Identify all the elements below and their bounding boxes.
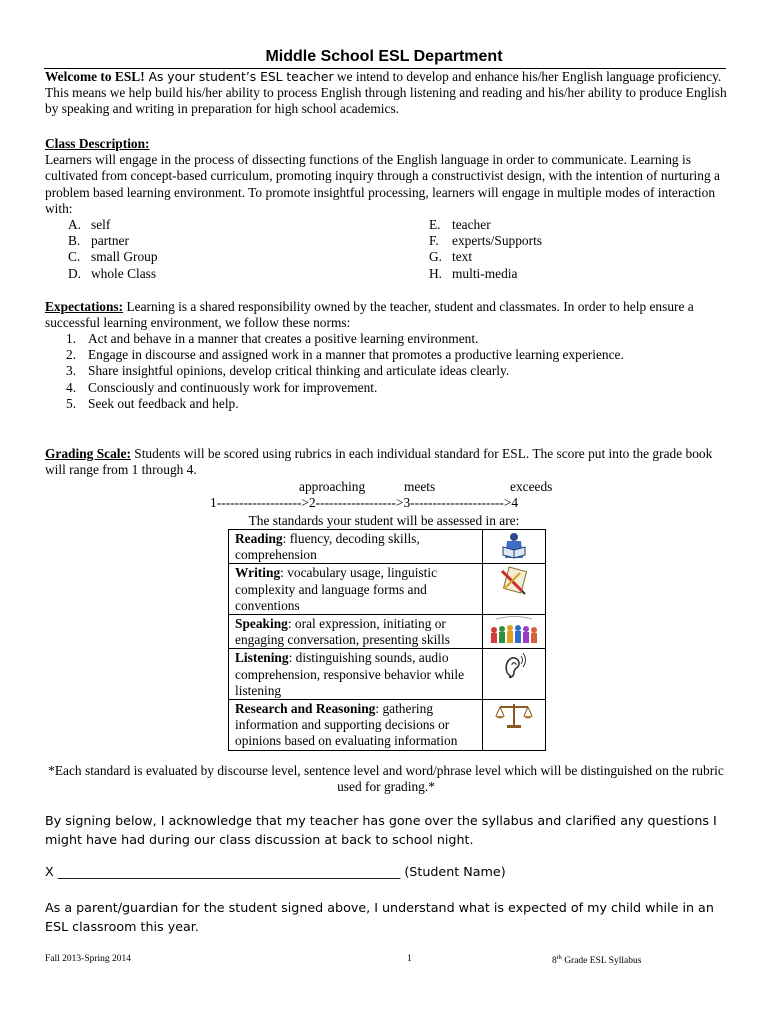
scale-label-exceeds: exceeds — [510, 479, 553, 494]
list-item: E. teacher — [429, 217, 491, 232]
footer-course: 8th Grade ESL Syllabus — [552, 954, 642, 967]
scale-label-approaching: approaching — [299, 479, 366, 494]
parent-acknowledgement-text: As a parent/guardian for the student signed above, I understand what is expected of my child while in an ESL classroom this year. — [45, 900, 714, 934]
standards-table — [228, 529, 546, 751]
standard-cell: Speaking: oral expression, initiating or engaging conversation, presenting skills — [229, 615, 483, 649]
list-item: D. whole Class — [68, 265, 157, 281]
table-row — [229, 530, 546, 564]
class-description — [45, 136, 727, 217]
signature-label: (Student Name) — [404, 864, 506, 879]
welcome-text: we intend to develop and enhance his/her English language proficiency. This means we help build his/her ability to process English through listening and reading and his/her ability to produce English by speaking and writing in preparation for high school academics. — [45, 69, 727, 117]
list-item: 5. Seek out feedback and help. — [66, 395, 239, 411]
grading-scale-line: 1------------------->2------------------>3--------------------->4 — [210, 495, 519, 510]
table-row — [229, 564, 546, 615]
standard-cell: Listening: distinguishing sounds, audio comprehension, responsive behavior while listening — [229, 649, 483, 700]
standard-cell: Writing: vocabulary usage, linguistic complexity and language forms and conventions — [229, 564, 483, 615]
page-number: 1 — [407, 954, 412, 964]
standard-cell: Research and Reasoning: gathering information and supporting decisions or opinions based on evaluating information — [229, 700, 483, 751]
list-item: H. multi-media — [429, 265, 518, 281]
signature-prefix: X — [45, 864, 54, 879]
grading-heading: Grading Scale: — [45, 446, 131, 461]
page-title: Middle School ESL Department — [265, 48, 503, 65]
signature-line-row — [45, 862, 735, 881]
student-name-field[interactable]: ______________________________________________________ — [57, 864, 401, 879]
table-row — [229, 649, 546, 700]
class-description-heading: Class Description: — [45, 136, 150, 151]
interaction-list-left — [68, 217, 158, 282]
speaking-icon — [488, 616, 540, 646]
list-item: B. partner — [68, 233, 129, 249]
welcome-heading: Welcome to ESL! — [45, 69, 145, 84]
list-item: 4. Consciously and continuously work for improvement. — [66, 379, 378, 395]
interaction-list-right — [429, 217, 542, 282]
expectations-list — [66, 331, 624, 412]
list-item: G. text — [429, 249, 473, 265]
footer-term: Fall 2013-Spring 2014 — [45, 954, 132, 964]
welcome-teacher-phrase: As your student’s ESL teacher — [144, 70, 334, 84]
class-description-text: Learners will engage in the process of dissecting functions of the English language in order to communicate. Learning is cultivated from concept-based curriculum, promoting inquiry through a constructivist design, with the intention of nurturing a problem based learning environment. To promote insightful processing, learners will engage in multiple modes of interaction with: — [45, 152, 720, 216]
standards-note: *Each standard is evaluated by discourse level, sentence level and word/phrase level which will be distinguished on the rubric used for grading.* — [48, 763, 724, 795]
expectations-heading: Expectations: — [45, 299, 124, 314]
writing-icon — [498, 565, 530, 597]
standard-cell: Reading: fluency, decoding skills, comprehension — [229, 530, 483, 564]
scale-label-meets: meets — [404, 479, 436, 494]
acknowledgement-text: By signing below, I acknowledge that my teacher has gone over the syllabus and clarified any questions I might have had during our class discussion at back to school night. — [45, 813, 717, 847]
list-item: 3. Share insightful opinions, develop critical thinking and articulate ideas clearly. — [66, 363, 510, 379]
grading-text: Students will be scored using rubrics in each individual standard for ESL. The score put into the grade book will range from 1 through 4. — [45, 446, 713, 478]
list-item: A. self — [68, 217, 111, 232]
expectations-paragraph — [45, 299, 727, 331]
expectations-text: Learning is a shared responsibility owned by the teacher, student and classmates. In order to help ensure a successful learning environment, we follow these norms: — [45, 299, 694, 331]
reading-icon — [499, 531, 529, 561]
standards-intro: The standards your student will be assessed in are: — [248, 513, 520, 528]
table-row — [229, 700, 546, 751]
list-item: 1. Act and behave in a manner that creates a positive learning environment. — [66, 331, 479, 346]
listening-icon — [499, 650, 529, 682]
welcome-paragraph — [45, 69, 727, 118]
scales-icon — [494, 701, 534, 729]
list-item: F. experts/Supports — [429, 233, 543, 249]
grading-paragraph — [45, 446, 727, 478]
list-item: 2. Engage in discourse and assigned work in a manner that promotes a productive learning experience. — [66, 347, 624, 363]
table-row — [229, 615, 546, 649]
list-item: C. small Group — [68, 249, 158, 265]
